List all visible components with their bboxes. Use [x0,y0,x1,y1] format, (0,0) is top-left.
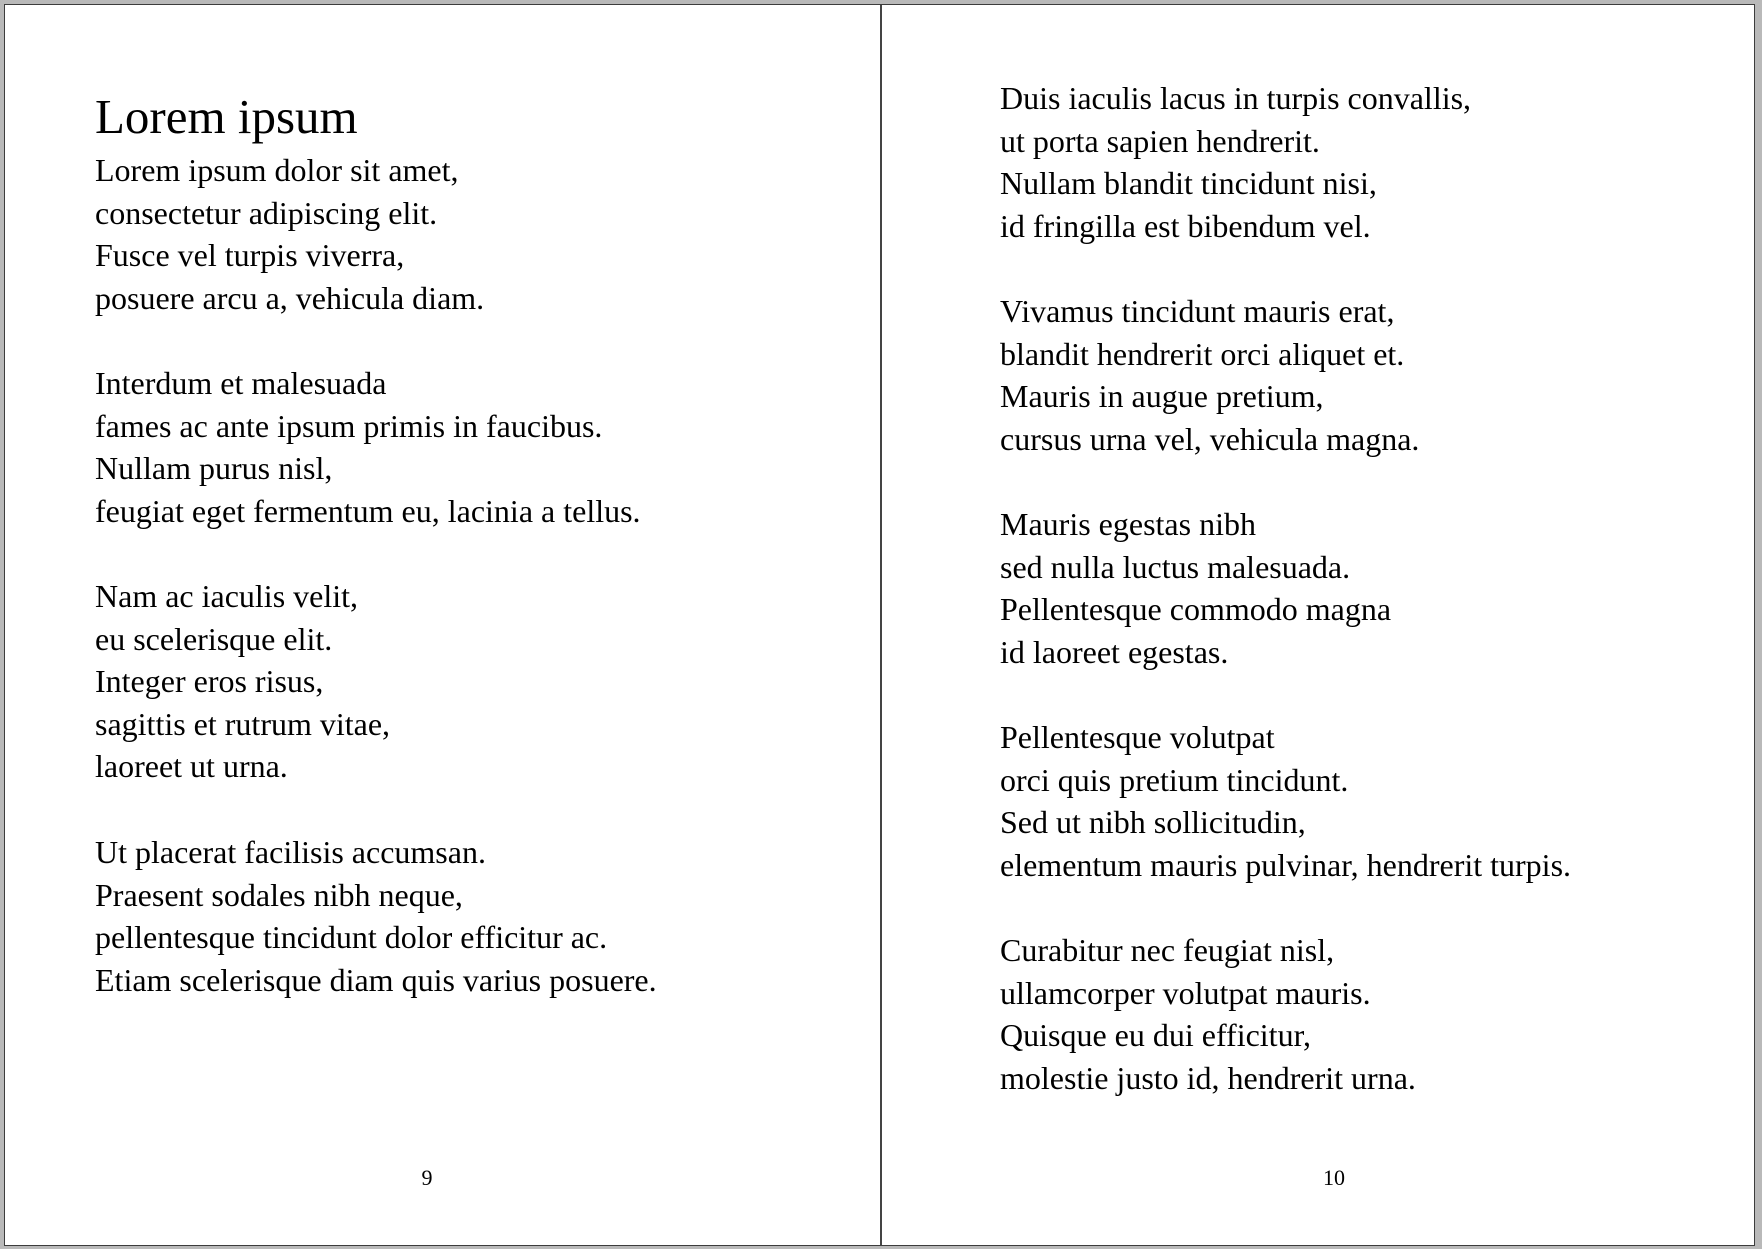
verse-line: Nullam purus nisl, [95,450,333,487]
verse-line: Quisque eu dui efficitur, [1000,1017,1311,1054]
stanza [1000,716,1571,886]
left-page [5,5,880,1245]
stanza [95,831,657,1001]
verse-line: Duis iaculis lacus in turpis convallis, [1000,80,1472,116]
page-number: 10 [1323,1165,1345,1190]
verse-line: Mauris egestas nibh [1000,506,1256,542]
verse-line: feugiat eget fermentum eu, lacinia a tellus. [95,492,641,529]
verse-line: Interdum et malesuada [95,365,387,401]
book-spread [4,4,1755,1246]
verse-line: ut porta sapien hendrerit. [1000,122,1320,159]
right-page [882,5,1754,1245]
stanza [1000,290,1419,460]
verse-line: orci quis pretium tincidunt. [1000,761,1349,798]
verse-line: eu scelerisque elit. [95,620,333,657]
verse-line: laoreet ut urna. [95,748,288,785]
verse-line: consectetur adipiscing elit. [95,194,438,231]
verse-line: Integer eros risus, [95,663,324,700]
verse-line: id laoreet egestas. [1000,633,1229,670]
verse-line: Pellentesque volutpat [1000,719,1275,755]
verse-line: sed nulla luctus malesuada. [1000,548,1351,585]
verse-line: ullamcorper volutpat mauris. [1000,974,1371,1011]
verse-line: cursus urna vel, vehicula magna. [1000,420,1420,457]
verse-line: id fringilla est bibendum vel. [1000,207,1371,244]
page-heading: Lorem ipsum [95,89,358,144]
verse-line: pellentesque tincidunt dolor efficitur ac. [95,919,608,956]
verse-line: elementum mauris pulvinar, hendrerit turpis. [1000,846,1572,883]
stanza [1000,77,1471,247]
verse-line: Nullam blandit tincidunt nisi, [1000,165,1377,202]
verse-line: Ut placerat facilisis accumsan. [95,834,486,870]
verse-line: sagittis et rutrum vitae, [95,705,391,742]
stanza [95,149,484,319]
verse-line: fames ac ante ipsum primis in faucibus. [95,407,603,444]
verse-line: posuere arcu a, vehicula diam. [95,279,485,316]
stanza [1000,929,1416,1099]
verse-line: Nam ac iaculis velit, [95,578,359,614]
verse-line: Mauris in augue pretium, [1000,378,1324,415]
verse-line: blandit hendrerit orci aliquet et. [1000,335,1405,372]
verse-line: Vivamus tincidunt mauris erat, [1000,293,1395,329]
verse-line: Fusce vel turpis viverra, [95,237,405,274]
stanza [95,362,641,532]
verse-line: Curabitur nec feugiat nisl, [1000,932,1335,968]
verse-line: Etiam scelerisque diam quis varius posuere. [95,961,657,998]
verse-line: molestie justo id, hendrerit urna. [1000,1059,1416,1096]
page-number: 9 [421,1165,433,1190]
stanza [95,575,390,788]
verse-line: Praesent sodales nibh neque, [95,876,463,913]
verse-line: Lorem ipsum dolor sit amet, [95,152,459,188]
verse-line: Sed ut nibh sollicitudin, [1000,804,1306,841]
stanza [1000,503,1391,673]
verse-line: Pellentesque commodo magna [1000,591,1392,628]
